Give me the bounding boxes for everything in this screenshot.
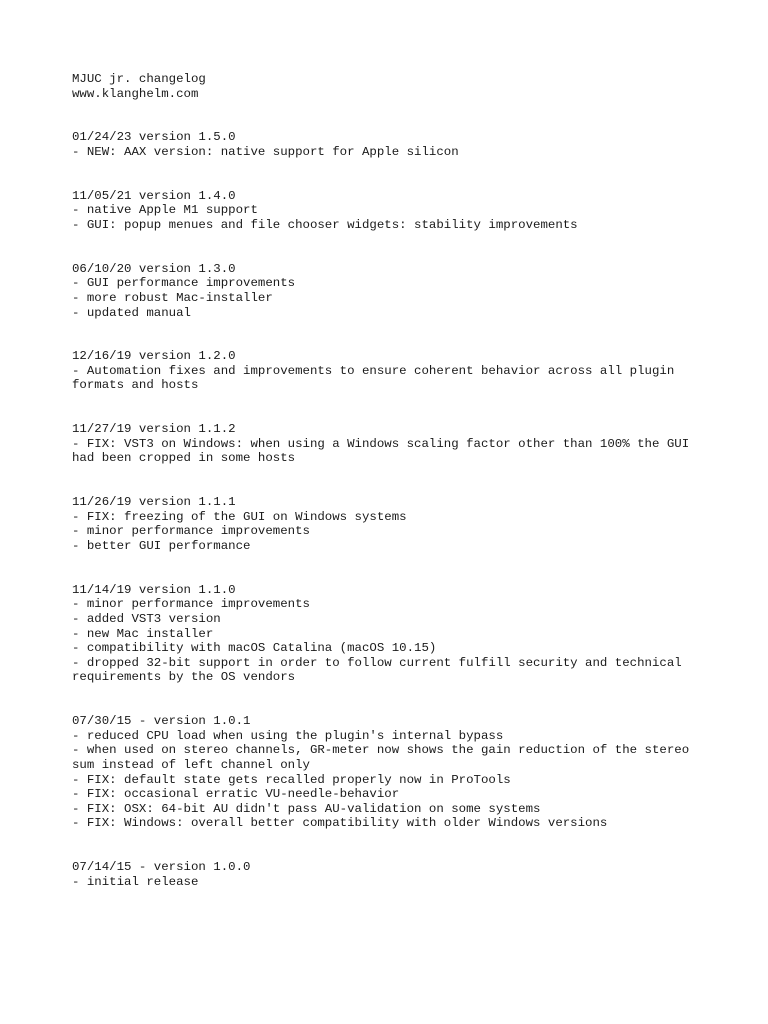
- blank-line: [72, 685, 712, 700]
- entry-version-heading: 07/14/15 - version 1.0.0: [72, 860, 251, 875]
- changelog-document: [72, 72, 712, 889]
- blank-line: [72, 831, 712, 846]
- entry-version-heading: 06/10/20 version 1.3.0: [72, 261, 236, 276]
- changelog-entries: [72, 101, 712, 889]
- blank-line: [72, 700, 712, 715]
- blank-line: [72, 233, 712, 248]
- entry-change-line: - FIX: Windows: overall better compatibility with older Windows versions: [72, 816, 608, 831]
- entry-change-line: - FIX: OSX: 64-bit AU didn't pass AU-validation on some systems: [72, 801, 541, 816]
- entry-version-heading: 11/14/19 version 1.1.0: [72, 582, 236, 597]
- entry-change-line: sum instead of left channel only: [72, 757, 310, 772]
- entry-version-heading: 11/27/19 version 1.1.2: [72, 422, 236, 437]
- changelog-entry: [72, 189, 712, 233]
- entry-change-line: - FIX: occasional erratic VU-needle-behavior: [72, 787, 400, 802]
- entry-change-line: - Automation fixes and improvements to ensure coherent behavior across all plugin: [72, 363, 675, 378]
- entry-version-heading: 11/26/19 version 1.1.1: [72, 495, 236, 510]
- entry-change-line: - GUI: popup menues and file chooser widgets: stability improvements: [72, 217, 578, 232]
- blank-line: [72, 393, 712, 408]
- blank-line: [72, 554, 712, 569]
- entry-change-line: had been cropped in some hosts: [72, 451, 296, 466]
- entry-change-line: - dropped 32-bit support in order to follow current fulfill security and technical: [72, 655, 682, 670]
- entry-change-line: - FIX: VST3 on Windows: when using a Windows scaling factor other than 100% the GUI: [72, 436, 690, 451]
- changelog-entry: [72, 860, 712, 889]
- entry-change-line: - when used on stereo channels, GR-meter now shows the gain reduction of the stereo: [72, 743, 690, 758]
- changelog-entry: [72, 349, 712, 393]
- blank-line: [72, 568, 712, 583]
- changelog-entry: [72, 262, 712, 320]
- entry-version-heading: 11/05/21 version 1.4.0: [72, 188, 236, 203]
- blank-line: [72, 160, 712, 175]
- entry-change-line: - minor performance improvements: [72, 597, 310, 612]
- changelog-entry: [72, 583, 712, 685]
- document-url: www.klanghelm.com: [72, 86, 199, 101]
- entry-change-line: - FIX: default state gets recalled properly now in ProTools: [72, 772, 511, 787]
- blank-line: [72, 247, 712, 262]
- entry-change-line: - NEW: AAX version: native support for Apple silicon: [72, 144, 459, 159]
- entry-change-line: - native Apple M1 support: [72, 203, 258, 218]
- entry-change-line: - new Mac installer: [72, 626, 214, 641]
- entry-change-line: formats and hosts: [72, 378, 199, 393]
- entry-version-heading: 01/24/23 version 1.5.0: [72, 130, 236, 145]
- blank-line: [72, 466, 712, 481]
- entry-change-line: - FIX: freezing of the GUI on Windows systems: [72, 509, 407, 524]
- changelog-entry: [72, 495, 712, 553]
- entry-change-line: - GUI performance improvements: [72, 276, 296, 291]
- entry-version-heading: 12/16/19 version 1.2.0: [72, 349, 236, 364]
- entry-change-line: - added VST3 version: [72, 611, 221, 626]
- blank-line: [72, 408, 712, 423]
- blank-line: [72, 481, 712, 496]
- blank-line: [72, 845, 712, 860]
- blank-line: [72, 174, 712, 189]
- changelog-entry: [72, 714, 712, 831]
- entry-change-line: - reduced CPU load when using the plugin's internal bypass: [72, 728, 504, 743]
- entry-change-line: - initial release: [72, 874, 199, 889]
- blank-line: [72, 101, 712, 116]
- blank-line: [72, 116, 712, 131]
- blank-line: [72, 335, 712, 350]
- changelog-entry: [72, 422, 712, 466]
- document-title: MJUC jr. changelog: [72, 72, 206, 86]
- changelog-entry: [72, 130, 712, 159]
- entry-change-line: - updated manual: [72, 305, 191, 320]
- entry-change-line: - better GUI performance: [72, 539, 251, 553]
- blank-line: [72, 320, 712, 335]
- entry-change-line: - compatibility with macOS Catalina (macOS 10.15): [72, 641, 437, 656]
- entry-change-line: - more robust Mac-installer: [72, 290, 273, 305]
- entry-change-line: requirements by the OS vendors: [72, 670, 296, 685]
- entry-change-line: - minor performance improvements: [72, 524, 310, 539]
- entry-version-heading: 07/30/15 - version 1.0.1: [72, 714, 251, 729]
